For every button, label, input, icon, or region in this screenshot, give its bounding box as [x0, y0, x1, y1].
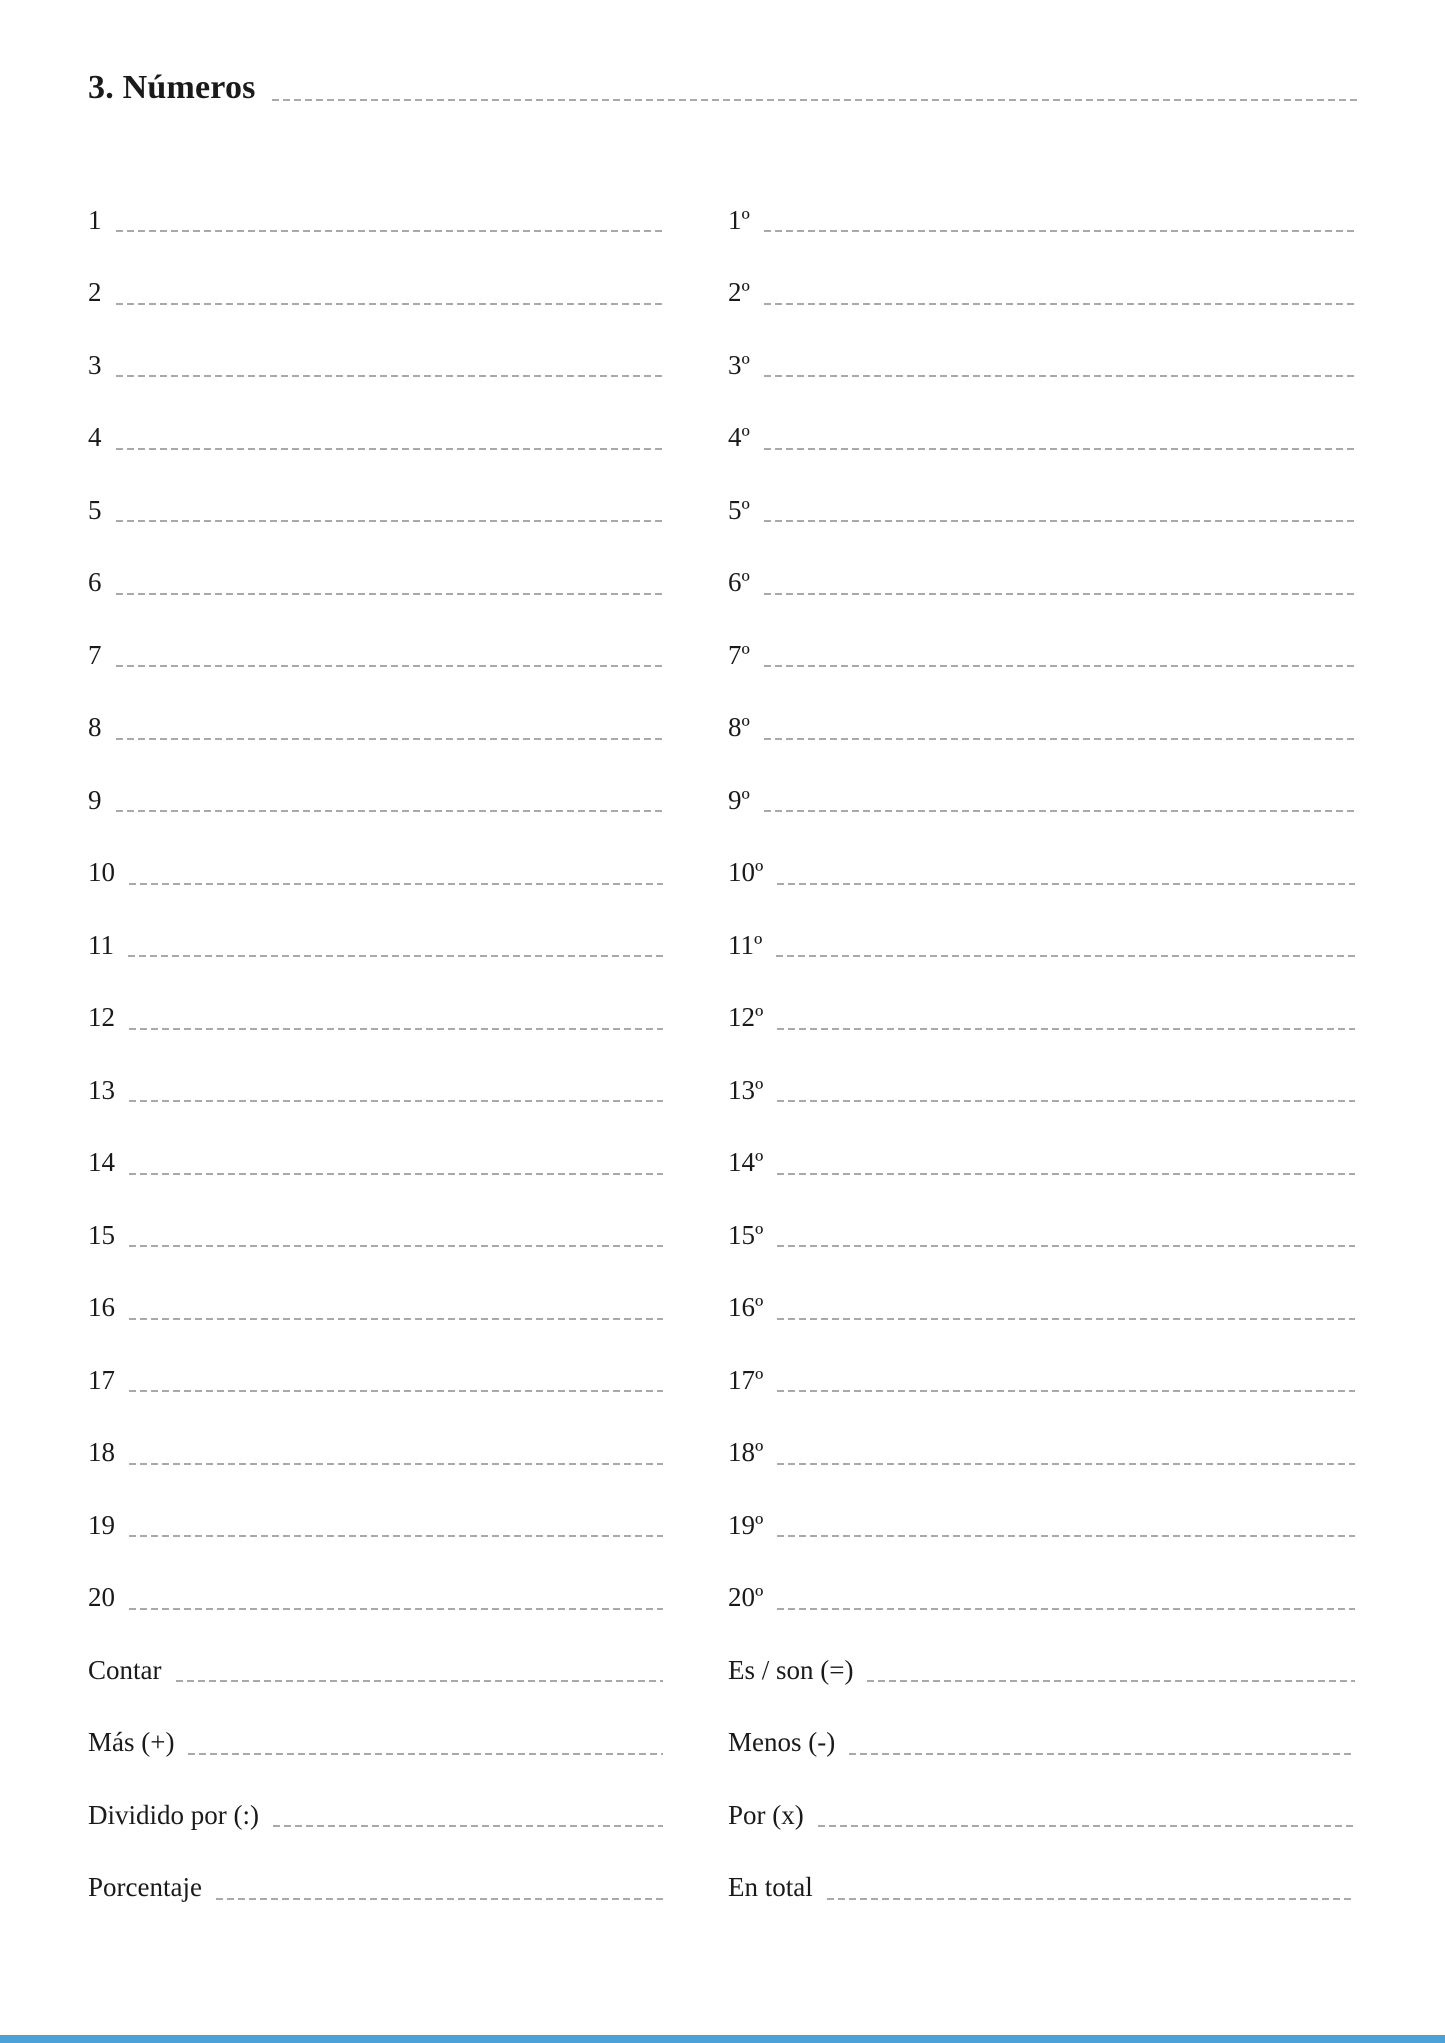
vocab-row [728, 1489, 1355, 1562]
fill-in-line [116, 375, 664, 377]
fill-in-line [129, 1390, 663, 1392]
row-label: 20º [728, 1582, 764, 1613]
fill-in-line [129, 1100, 663, 1102]
fill-in-line [764, 448, 1355, 450]
row-label: Menos (-) [728, 1727, 836, 1758]
vocab-row [88, 909, 663, 982]
fill-in-line [116, 738, 664, 740]
vocab-row [88, 1562, 663, 1635]
fill-in-line [128, 955, 663, 957]
vocab-row [728, 402, 1355, 475]
row-label: En total [728, 1872, 813, 1903]
fill-in-line [129, 1028, 663, 1030]
vocab-row [88, 982, 663, 1055]
fill-in-line [116, 303, 664, 305]
row-label: 19 [88, 1509, 115, 1540]
left-column [88, 184, 663, 1924]
section-title-row [88, 62, 1357, 114]
fill-in-line [116, 593, 664, 595]
row-label: 5º [728, 494, 750, 525]
vocab-row [728, 184, 1355, 257]
row-label: Por (x) [728, 1799, 804, 1830]
row-label: 14º [728, 1147, 764, 1178]
vocab-row [88, 1779, 663, 1852]
fill-in-line [777, 1463, 1355, 1465]
fill-in-line [129, 1245, 663, 1247]
row-label: Más (+) [88, 1727, 175, 1758]
vocab-row [728, 1852, 1355, 1925]
row-label: 17º [728, 1364, 764, 1395]
fill-in-line [116, 520, 664, 522]
row-label: 16 [88, 1292, 115, 1323]
vocab-row [88, 1054, 663, 1127]
row-label: Dividido por (:) [88, 1799, 259, 1830]
row-label: 7º [728, 639, 750, 670]
vocab-columns [88, 184, 1355, 1924]
row-label: 8 [88, 712, 102, 743]
fill-in-line [827, 1898, 1355, 1900]
fill-in-line [764, 665, 1355, 667]
fill-in-line [129, 1318, 663, 1320]
vocab-row [728, 1272, 1355, 1345]
vocab-row [88, 1417, 663, 1490]
footer-accent-bar [0, 2035, 1445, 2043]
vocab-row [88, 184, 663, 257]
row-label: 6 [88, 567, 102, 598]
row-label: 10 [88, 857, 115, 888]
fill-in-line [777, 1608, 1355, 1610]
fill-in-line [129, 1608, 663, 1610]
row-label: 9 [88, 784, 102, 815]
fill-in-line [764, 520, 1355, 522]
row-label: 3 [88, 349, 102, 380]
vocab-row [728, 837, 1355, 910]
row-label: 9º [728, 784, 750, 815]
row-label: 15º [728, 1219, 764, 1250]
row-label: Es / son (=) [728, 1654, 854, 1685]
vocab-row [88, 837, 663, 910]
page-title: 3. Números [88, 69, 256, 106]
fill-in-line [777, 1535, 1355, 1537]
right-column [728, 184, 1355, 1924]
vocab-row [728, 909, 1355, 982]
row-label: Porcentaje [88, 1872, 202, 1903]
vocab-row [728, 1127, 1355, 1200]
row-label: 4º [728, 422, 750, 453]
row-label: 16º [728, 1292, 764, 1323]
fill-in-line [777, 1173, 1355, 1175]
fill-in-line [777, 1318, 1355, 1320]
vocab-row [728, 257, 1355, 330]
fill-in-line [129, 1463, 663, 1465]
vocab-row [728, 547, 1355, 620]
fill-in-line [764, 230, 1355, 232]
row-label: 1 [88, 204, 102, 235]
row-label: 14 [88, 1147, 115, 1178]
fill-in-line [777, 1390, 1355, 1392]
row-label: 18º [728, 1437, 764, 1468]
vocab-row [88, 402, 663, 475]
vocab-row [728, 619, 1355, 692]
vocab-row [728, 1417, 1355, 1490]
vocab-row [88, 547, 663, 620]
fill-in-line [188, 1753, 663, 1755]
fill-in-line [129, 883, 663, 885]
vocab-row [728, 1779, 1355, 1852]
vocab-row [88, 474, 663, 547]
vocab-row [88, 692, 663, 765]
vocab-row [88, 1272, 663, 1345]
vocab-row [88, 1127, 663, 1200]
row-label: 11 [88, 929, 114, 960]
vocab-row [88, 764, 663, 837]
fill-in-line [777, 1100, 1355, 1102]
fill-in-line [777, 883, 1355, 885]
fill-in-line [764, 593, 1355, 595]
fill-in-line [777, 1028, 1355, 1030]
fill-in-line [176, 1680, 664, 1682]
fill-in-line [116, 448, 664, 450]
fill-in-line [129, 1173, 663, 1175]
fill-in-line [764, 303, 1355, 305]
row-label: 12º [728, 1002, 764, 1033]
row-label: 6º [728, 567, 750, 598]
vocab-row [88, 1344, 663, 1417]
vocab-row [728, 1054, 1355, 1127]
row-label: 13º [728, 1074, 764, 1105]
row-label: 2 [88, 277, 102, 308]
vocab-row [728, 764, 1355, 837]
fill-in-line [867, 1680, 1355, 1682]
row-label: 15 [88, 1219, 115, 1250]
row-label: 11º [728, 929, 763, 960]
row-label: 3º [728, 349, 750, 380]
vocab-row [728, 982, 1355, 1055]
fill-in-line [116, 230, 664, 232]
row-label: 13 [88, 1074, 115, 1105]
vocab-row [88, 1852, 663, 1925]
fill-in-line [818, 1825, 1355, 1827]
vocab-row [728, 1707, 1355, 1780]
fill-in-line [116, 665, 664, 667]
vocab-row [728, 1199, 1355, 1272]
vocab-row [728, 474, 1355, 547]
vocab-row [88, 1489, 663, 1562]
fill-in-line [129, 1535, 663, 1537]
vocab-row [88, 1707, 663, 1780]
fill-in-line [849, 1753, 1355, 1755]
fill-in-line [273, 1825, 663, 1827]
vocab-row [728, 1344, 1355, 1417]
vocab-row [88, 1634, 663, 1707]
vocab-row [728, 329, 1355, 402]
fill-in-line [764, 738, 1355, 740]
row-label: 20 [88, 1582, 115, 1613]
row-label: Contar [88, 1654, 162, 1685]
title-fill-in-line [272, 99, 1357, 101]
row-label: 1º [728, 204, 750, 235]
fill-in-line [116, 810, 664, 812]
row-label: 12 [88, 1002, 115, 1033]
vocab-row [88, 1199, 663, 1272]
row-label: 19º [728, 1509, 764, 1540]
fill-in-line [777, 1245, 1355, 1247]
vocab-row [88, 329, 663, 402]
fill-in-line [776, 955, 1355, 957]
row-label: 2º [728, 277, 750, 308]
row-label: 18 [88, 1437, 115, 1468]
fill-in-line [216, 1898, 663, 1900]
vocab-row [88, 619, 663, 692]
row-label: 4 [88, 422, 102, 453]
row-label: 10º [728, 857, 764, 888]
vocab-row [88, 257, 663, 330]
vocab-row [728, 1634, 1355, 1707]
vocab-row [728, 1562, 1355, 1635]
vocab-row [728, 692, 1355, 765]
row-label: 17 [88, 1364, 115, 1395]
row-label: 7 [88, 639, 102, 670]
row-label: 5 [88, 494, 102, 525]
fill-in-line [764, 810, 1355, 812]
fill-in-line [764, 375, 1355, 377]
row-label: 8º [728, 712, 750, 743]
